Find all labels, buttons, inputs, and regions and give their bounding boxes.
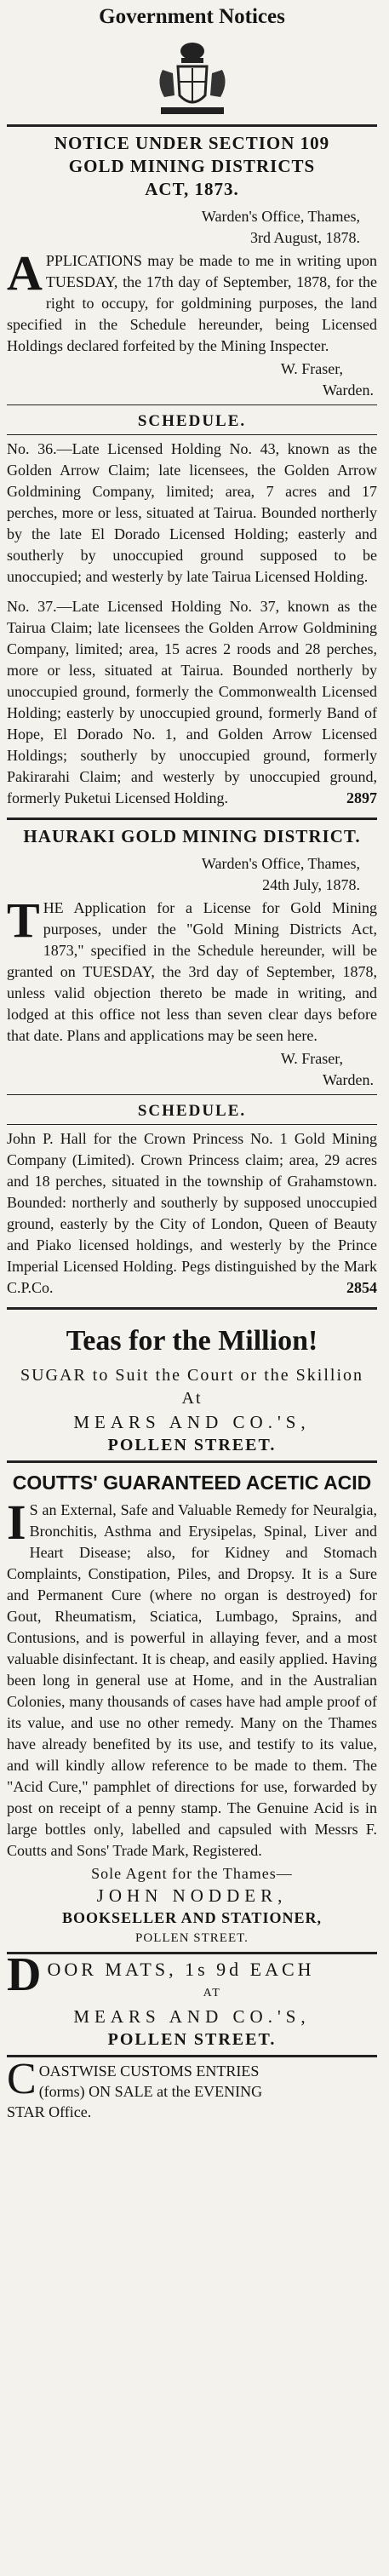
- notice-title: HAURAKI GOLD MINING DISTRICT.: [23, 826, 361, 846]
- ad-headline: COUTTS' GUARANTEED ACETIC ACID: [12, 1472, 372, 1494]
- notice-dateline: Warden's Office, Thames, 3rd August, 1878.: [201, 208, 360, 246]
- notice-body-text: HE Application for a License for Gold Mining purposes, under the "Gold Mining Districts Act, 1873," specified in the Schedule hereunder, will be granted on TUESDAY, the 3rd day of September, 1878, unless valid objection thereto be made in writing, and lodged at this office not less than seven clear days before that date. Plans and applications may be seen here.: [7, 899, 377, 1044]
- notice-body: [7, 245, 377, 357]
- ad-line: OASTWISE CUSTOMS ENTRIES: [38, 2063, 260, 2080]
- ad-line: POLLEN STREET.: [107, 2030, 277, 2049]
- notice-body: [7, 892, 377, 1047]
- schedule-item: [7, 439, 377, 588]
- schedule-item: [7, 1128, 377, 1299]
- ad-door-mats: [7, 1948, 377, 2051]
- divider: [7, 818, 377, 820]
- signature-title: Warden.: [322, 1071, 374, 1088]
- ad-line: MEARS AND CO.'S,: [73, 2006, 311, 2027]
- signature-name: W. Fraser,: [280, 360, 343, 377]
- ad-body-text: S an External, Safe and Valuable Remedy for Neuralgia, Bronchitis, Asthma and Erysipelas, Spinal, Liver and Heart Disease; also, for Kidney and Stomach Complaints, Constipation, Piles, and Dropsy. It is a Sure and Permanent Cure (where no organ is destroyed) for Gout, Rheumatism, Sciatica, Lumbago, Sprains, and Contusions, and is powerful in allaying fever, and a most valuable disinfectant. It is cheap, and easily applied. Having been long in general use at Home, and in the Australian Colonies, many thousands of cases have had ample proof of its value, and use no other remedy. Many on the Thames have already benefited by its use, and testify to its value, and will kindly allow reference to be made to them. The "Acid Cure," pamphlet of directions for use, forwarded by post on receipt of a penny stamp. The Genuine Acid is in large bottles only, labelled and capsuled with Messrs F. Coutts and Sons' Trade Mark, Registered.: [7, 1501, 377, 1859]
- ad-body: [7, 1495, 377, 1862]
- notice-title: NOTICE UNDER SECTION 109 GOLD MINING DISTRICTS ACT, 1873.: [54, 133, 330, 199]
- schedule-heading: SCHEDULE.: [137, 412, 247, 430]
- divider: [7, 1094, 377, 1095]
- ad-body: [7, 1948, 377, 2001]
- schedule-item-text: No. 37.—Late Licensed Holding No. 37, known as the Tairua Claim; late licensees the Golden Arrow Goldmining Company, limited; area, 15 acres 2 roods and 28 perches, more or less, situated at Tairua. Bounded northerly by unoccupied ground, formerly the Commonwealth Licensed Holding; easterly by unoccupied ground, formerly Band of Hope, El Dorado No. 1, and Golden Arrow Licensed Holdings; southerly by unoccupied ground, formerly Pakirarahi Claim; and westerly by unoccupied ground, formerly Puketui Licensed Holding.: [7, 598, 377, 806]
- signature-title: Warden.: [322, 382, 374, 399]
- divider: [7, 404, 377, 405]
- divider: [7, 434, 377, 435]
- divider: [7, 1460, 377, 1463]
- ad-line: At: [181, 1389, 203, 1408]
- ad-line: JOHN NODDER,: [96, 1885, 288, 1906]
- ad-line: (forms) ON SALE at the EVENING: [38, 2083, 263, 2100]
- divider: [7, 1952, 377, 1954]
- reference-number: 2897: [346, 789, 377, 806]
- divider: [7, 124, 377, 127]
- signature-name: W. Fraser,: [280, 1050, 343, 1067]
- ad-line: AT: [203, 1987, 221, 1999]
- notice-body-text: PPLICATIONS may be made to me in writing upon TUESDAY, the 17th day of September, 1878, for the right to occupy, for goldmining purposes, the land specified in the Schedule hereunder, being Licensed Holdings declared forfeited by the Mining Inspecter.: [7, 252, 377, 354]
- ad-line: SUGAR to Suit the Court or the Skillion: [20, 1366, 364, 1385]
- ad-coutts: [7, 1472, 377, 1948]
- schedule-heading: SCHEDULE.: [137, 1102, 247, 1120]
- divider: [7, 1307, 377, 1310]
- notice-hauraki: [7, 825, 377, 1299]
- divider: [7, 1124, 377, 1125]
- ad-line: Sole Agent for the Thames—: [91, 1865, 293, 1882]
- ad-line: BOOKSELLER AND STATIONER,: [62, 1909, 322, 1926]
- notice-section-109: [7, 132, 377, 809]
- ad-headline: Teas for the Million!: [66, 1325, 318, 1357]
- section-header: Government Notices: [99, 5, 285, 28]
- ad-teas: [7, 1325, 377, 1457]
- reference-number: 2854: [346, 1279, 377, 1296]
- ad-line: POLLEN STREET.: [135, 1931, 249, 1945]
- ad-line: STAR Office.: [7, 2103, 92, 2120]
- divider: [7, 2055, 377, 2057]
- ad-coastwise: [7, 2055, 377, 2122]
- schedule-item-text: John P. Hall for the Crown Princess No. 1 Gold Mining Company (Limited). Crown Princess claim; area, 29 acres and 18 perches, situated in the township of Grahamstown. Bounded: northerly and southerly by supposed unoccupied ground, easterly by the City of London, Queen of Beauty and Piako licensed holdings, and westerly by the Prince Imperial Licensed Holding. Pegs distinguished by the Mark C.P.Co.: [7, 1130, 377, 1296]
- schedule-item: [7, 596, 377, 809]
- drop-cap: C: [7, 2055, 37, 2103]
- notice-dateline: Warden's Office, Thames, 24th July, 1878.: [201, 855, 360, 893]
- drop-cap: T: [7, 892, 40, 948]
- drop-cap: I: [7, 1495, 26, 1550]
- ad-line: OOR MATS, 1s 9d EACH: [47, 1959, 315, 1980]
- ad-line: POLLEN STREET.: [107, 1436, 277, 1454]
- schedule-item-text: No. 36.—Late Licensed Holding No. 43, known as the Golden Arrow Claim; late licensees, the Golden Arrow Goldmining Company, limited; area, 7 acres and 17 perches, more or less, situated at Tairua. Bounded northerly by the late El Dorado Licensed Holding; easterly and southerly by unoccupied ground supposed to be unoccupied; and westerly by late Tairua Licensed Holding.: [7, 440, 377, 585]
- drop-cap: A: [7, 245, 43, 301]
- coat-of-arms-icon: [146, 36, 239, 121]
- ad-line: MEARS AND CO.'S,: [73, 1412, 311, 1432]
- drop-cap: D: [7, 1948, 45, 2001]
